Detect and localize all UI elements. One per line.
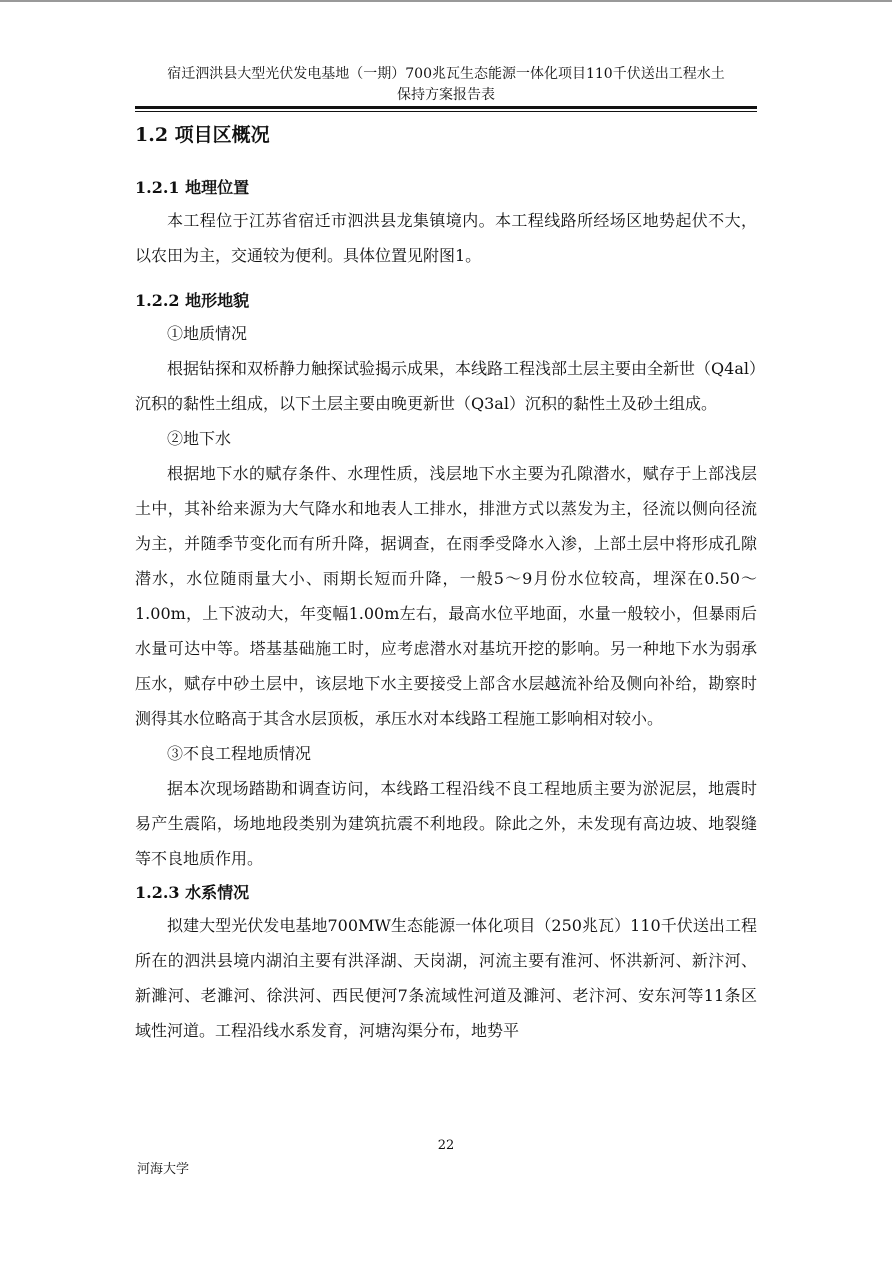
page-top-rule xyxy=(0,0,892,2)
paragraph-groundwater: 根据地下水的赋存条件、水理性质，浅层地下水主要为孔隙潜水，赋存于上部浅层土中，其补给来源为大气降水和地表人工排水，排泄方式以蒸发为主，径流以侧向径流为主，并随季节变化而有所升降，据调查，在雨季受降水入渗，上部土层中将形成孔隙潜水，水位随雨量大小、雨期长短而升降，一般5～9月份水位较高，埋深在0.50～1.00m，上下波动大，年变幅1.00m左右，最高水位平地面，水量一般较小，但暴雨后水量可达中等。塔基基础施工时，应考虑潜水对基坑开挖的影响。另一种地下水为弱承压水，赋存中砂土层中，该层地下水主要接受上部含水层越流补给及侧向补给，勘察时测得其水位略高于其含水层顶板，承压水对本线路工程施工影响相对较小。 xyxy=(135,464,757,728)
paragraph-water-system: 拟建大型光伏发电基地700MW生态能源一体化项目（250兆瓦）110千伏送出工程所在的泗洪县境内湖泊主要有洪泽湖、天岗湖，河流主要有淮河、怀洪新河、新汴河、新濉河、老濉河、徐洪河、西民便河7条流域性河道及濉河、老汴河、安东河等11条区域性河道。工程沿线水系发育，河塘沟渠分布，地势平 xyxy=(135,916,757,1040)
paragraph-geology: 根据钻探和双桥静力触探试验揭示成果，本线路工程浅部土层主要由全新世（Q4al）沉积的黏性土组成，以下土层主要由晚更新世（Q3al）沉积的黏性土及砂土组成。 xyxy=(135,359,757,413)
item-label-geology: ①地质情况 xyxy=(167,324,248,343)
page-number: 22 xyxy=(437,1138,455,1153)
subsection-title-terrain: 1.2.2 地形地貌 xyxy=(135,291,250,310)
item-label-adverse-geology: ③不良工程地质情况 xyxy=(167,744,312,763)
item-label-groundwater: ②地下水 xyxy=(167,429,232,448)
page-content xyxy=(135,116,757,1048)
footer-organization: 河海大学 xyxy=(137,1162,190,1177)
section-title: 1.2 项目区概况 xyxy=(135,124,270,146)
running-header-line-1: 宿迁泗洪县大型光伏发电基地（一期）700兆瓦生态能源一体化项目110千伏送出工程水土 xyxy=(167,66,725,82)
header-rule-thin xyxy=(135,111,757,112)
running-header-line-2: 保持方案报告表 xyxy=(397,87,495,103)
subsection-title-water-system: 1.2.3 水系情况 xyxy=(135,883,250,902)
header-rule-thick xyxy=(135,106,757,109)
running-header xyxy=(135,64,757,106)
paragraph-location: 本工程位于江苏省宿迁市泗洪县龙集镇境内。本工程线路所经场区地势起伏不大，以农田为主，交通较为便利。具体位置见附图1。 xyxy=(135,211,757,265)
subsection-title-location: 1.2.1 地理位置 xyxy=(135,178,250,197)
paragraph-adverse-geology: 据本次现场踏勘和调查访问，本线路工程沿线不良工程地质主要为淤泥层，地震时易产生震陷，场地地段类别为建筑抗震不利地段。除此之外，未发现有高边坡、地裂缝等不良地质作用。 xyxy=(135,779,757,868)
